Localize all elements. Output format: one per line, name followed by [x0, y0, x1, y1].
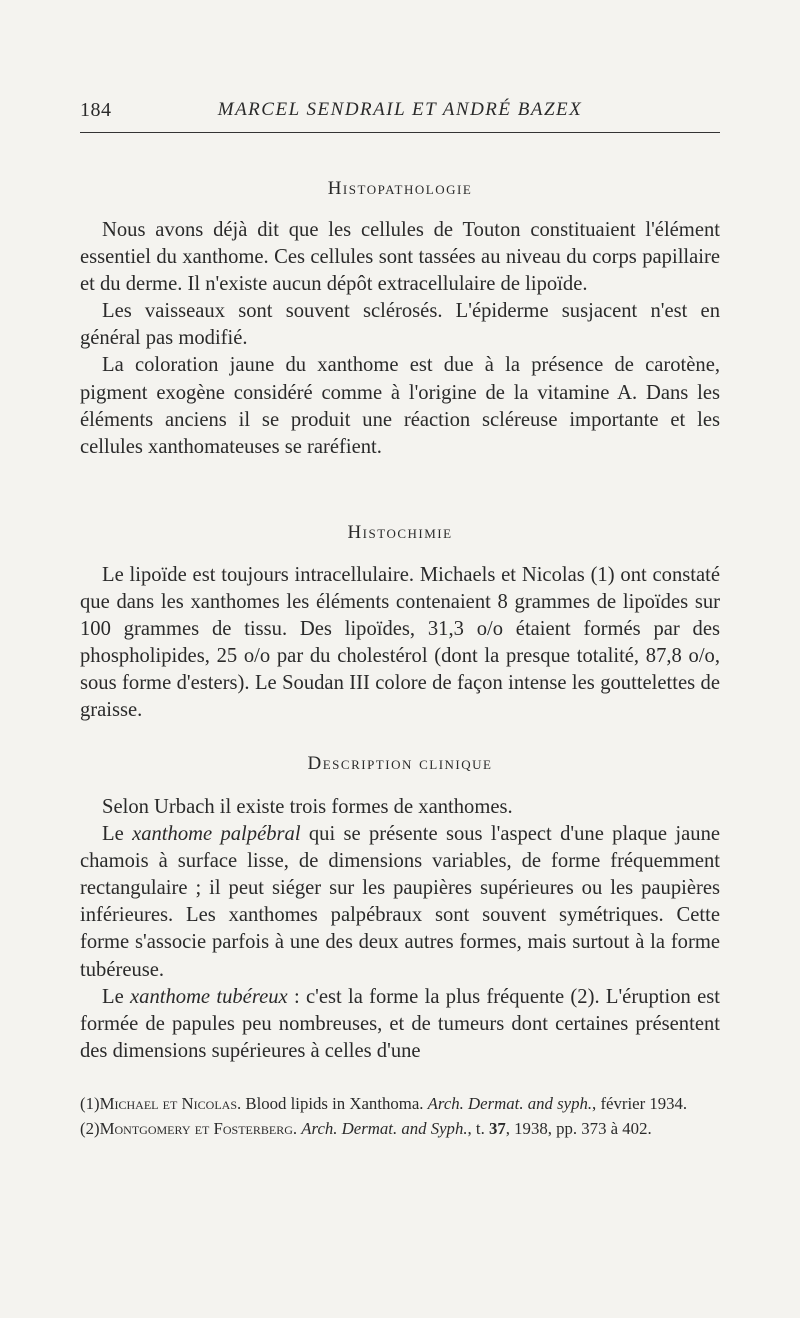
paragraph: Le lipoïde est toujours intracellulaire. Michaels et Nicolas (1) ont constaté que dans les xanthomes les éléments contenaient 8 grammes de lipoïdes sur 100 grammes de tissu. Des lipoïdes, 31,3 o/o étaient formés par des phospholipides, 25 o/o par du cholestérol (dont la presque totalité, 87,8 o/o, sous forme d'esters). Le Soudan III colore de façon intense les gouttelettes de graisse. [80, 564, 720, 722]
footnote-1: (1)Michael et Nicolas. Blood lipids in Xanthoma. Arch. Dermat. and syph., février 1934. [80, 1094, 688, 1113]
paragraph: Le xanthome tubéreux : c'est la forme la plus fréquente (2). L'éruption est formée de papules peu nombreuses, et de tumeurs dont certaines présentent des dimensions supérieures à celles d'une [80, 985, 720, 1062]
section-body-description-clinique [80, 794, 720, 1065]
paragraph: Selon Urbach il existe trois formes de xanthomes. [102, 796, 513, 818]
footnote-authors: Montgomery et Fosterberg. [99, 1118, 298, 1138]
footnote-2: (2)Montgomery et Fosterberg. Arch. Dermat. and Syph., t. 37, 1938, pp. 373 à 402. [80, 1118, 652, 1138]
page-number: 184 [80, 99, 112, 121]
section-body-histopathologie [80, 217, 720, 461]
footnote-volume: 37 [488, 1118, 506, 1138]
term-xanthome-tubereux: xanthome tubéreux [130, 985, 288, 1008]
running-head [80, 99, 720, 131]
footnote-journal: Arch. Dermat. and syph. [427, 1094, 593, 1113]
term-xanthome-palpebral: xanthome palpébral [132, 823, 301, 846]
footnotes [80, 1093, 720, 1142]
section-heading-histochimie: Histochimie [347, 522, 453, 543]
paragraph: Le xanthome palpébral qui se présente sous l'aspect d'une plaque jaune chamois à surface lisse, de dimensions variables, de forme fréquemment rectangulaire ; il peut siéger sur les paupières supérieures ou les paupières inférieures. Les xanthomes palpébraux sont souvent symétriques. Cette forme s'associe parfois à une des deux autres formes, mais surtout à la forme tubéreuse. [80, 823, 721, 981]
paragraph: Les vaisseaux sont souvent sclérosés. L'épiderme susjacent n'est en général pas modifié. [80, 300, 720, 350]
header-rule [80, 132, 720, 133]
footnote-authors: Michael et Nicolas. [99, 1094, 242, 1113]
footnote-mark: (2) [80, 1118, 100, 1138]
running-title: MARCEL SENDRAIL ET ANDRÉ BAZEX [217, 99, 583, 120]
footnote-mark: (1) [80, 1094, 100, 1113]
paragraph: La coloration jaune du xanthome est due à la présence de carotène, pigment exogène considéré comme à l'origine de la vitamine A. Dans les éléments anciens il se produit une réaction scléreuse importante et les cellules xanthomateuses se raréfient. [80, 354, 720, 458]
section-heading-description-clinique: Description clinique [307, 753, 493, 774]
paragraph: Nous avons déjà dit que les cellules de Touton constituaient l'élément essentiel du xanthome. Ces cellules sont tassées au niveau du corps papillaire et du derme. Il n'existe aucun dépôt extracellulaire de lipoïde. [80, 219, 720, 296]
section-heading-histopathologie: Histopathologie [327, 178, 473, 199]
section-body-histochimie [80, 562, 720, 725]
footnote-journal: Arch. Dermat. and Syph. [301, 1118, 468, 1138]
